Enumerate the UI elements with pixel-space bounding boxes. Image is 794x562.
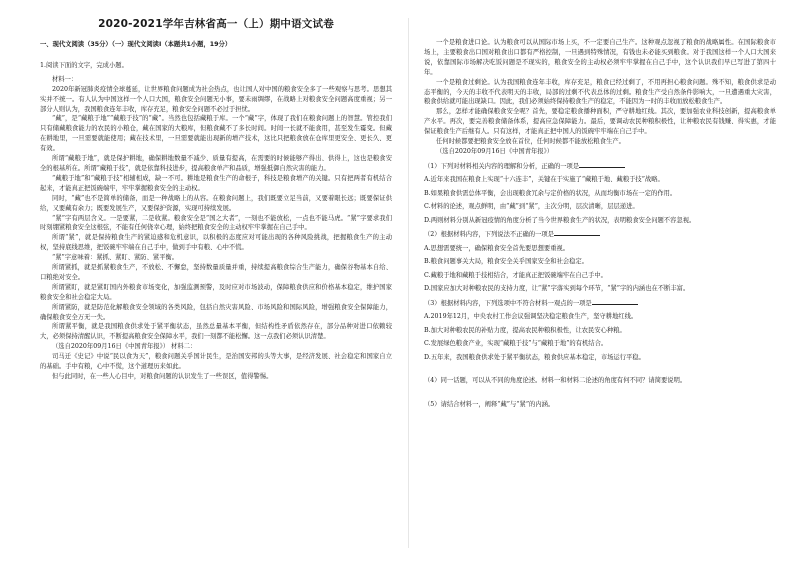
left-column (40, 40, 392, 382)
question-4: （4）同一话题，可以从不同的角度论述。材料一和材料二论述的角度有何不同？请简要说明。 (424, 377, 687, 385)
source-line: （选自2020年09月16日《中国青年报》） (436, 147, 554, 155)
question-stem: （2）根据材料内容，下列说法不正确的一项是 (424, 231, 554, 239)
paragraph: “藏粮于地”和“藏粮于技”相辅相成，缺一不可。耕地是粮食生产的命根子，科技是粮食增产的关键。只有把两者有机结合起来，才能真正把饭碗端牢，牢牢掌握粮食安全的主动权。 (40, 174, 392, 192)
option-a: A.思想需要统一，确保粮食安全首先要思想要重视。 (424, 244, 570, 252)
question-1 (424, 161, 776, 226)
paragraph: 所谓“藏粮于地”，就是保护耕地，确保耕地数量不减少、质量有提高，在需要的时候能够产得出、供得上，这也是粮食安全的根基所在。所谓“藏粮于技”，就是依靠科技进步，提高粮食单产和品质，增强抵御自然灾害的能力。 (40, 155, 392, 172)
answer-blank[interactable] (592, 298, 638, 305)
paragraph: “紧”字意味着：紧抓、紧盯、紧防、紧平衡。 (52, 254, 179, 262)
option-b: B.如果粮食供需总体平衡，会出现粮食冗余与定价格的状况，从而均衡市场在一定的作用。 (424, 189, 677, 197)
option-d: D.五年来，我国粮食供求处于紧平衡状态，粮食供应基本稳定，市场运行平稳。 (424, 353, 645, 361)
option-d: D.国家应加大对种粮农民的支持力度，让“紧”字落实到每个环节，“紧”字的内涵也在不断丰富。 (424, 285, 690, 293)
question-5: （5）请结合材料一，阐释“藏”与“紧”的内涵。 (424, 401, 555, 409)
paragraph: “紧”字有两层含义。一是要紧，二是收紧。粮食安全是“国之大者”，一刻也不能放松，一点也不能马虎。“紧”字要求我们时刻绷紧粮食安全这根弦，不能有任何侥幸心理，始终把粮食安全的主动权牢牢掌握在自己手中。 (40, 214, 392, 232)
option-a: A.近年来我国在粮食上实现“十六连丰”，关键在于实施了“藏粮于地、藏粮于技”战略。 (424, 176, 664, 184)
option-b: B.粮食问题事关大局，粮食安全关乎国家安全和社会稳定。 (424, 258, 589, 266)
question-stem: （3）根据材料内容，下列选项中不符合材料一观点的一项是 (424, 299, 592, 307)
answer-blank[interactable] (579, 161, 625, 168)
option-d: D.两则材料分别从新冠疫情的角度分析了当今世界粮食生产的状况，表明粮食安全问题不容忽视。 (424, 216, 696, 224)
option-b: B.加大对种粮农民的补贴力度，提高农民种粮积极性，让农民安心种粮。 (424, 326, 626, 334)
paragraph: 所谓紧防，就是防范化解粮食安全领域的各类风险，包括自然灾害风险、市场风险和国际风险，增强粮食安全保障能力，确保粮食安全万无一失。 (40, 303, 392, 321)
material1-label: 材料一： (52, 75, 78, 83)
exam-title: 2020-2021学年吉林省高一（上）期中语文试卷 (98, 18, 334, 30)
option-c: C.材料的论述，观点鲜明，由“藏”到“紧”，主次分明，层次清晰，层层递进。 (424, 203, 639, 211)
source-line: （选自2020年09月16日《中国青年报》） 材料二： (52, 343, 197, 351)
paragraph: “藏”，是“藏粮于地”“藏粮于技”的“藏”。当然也包括藏粮于库。一个“藏”字，体现了我们在粮食问题上的智慧。管控我们只有储藏粮食能力的农民的小粮仓，藏在国家的大粮库，但粮食藏不了多长时间。时间一长就不能食用，甚至发生霉变。但藏在耕地里，一旦需要就能使用；藏在技术里，一旦需要就能出现新的增产技术，这比只把粮食放在仓库里更安全、更长久、更有效。 (40, 115, 392, 153)
question-3 (424, 298, 776, 363)
section-heading: 一、现代文阅读（35分）（一）现代文阅读Ⅰ（本题共1小题，19分） (40, 41, 232, 48)
paragraph: 任何时候都要把粮食安全放在首位，任何时候都不能放松粮食生产。 (436, 138, 625, 146)
option-c: C.藏粮于地和藏粮于技相结合，才能真正把饭碗端牢在自己手中。 (424, 271, 607, 279)
paragraph: 同时，“藏”也不是简单的储备，而是一种战略上的从容。在粮食问题上，我们既要立足当前，又要着眼长远；既要保证供给，又要藏有余力；既要发展生产，又要保护资源，实现可持续发展。 (40, 194, 392, 212)
paragraph: 所谓紧平衡，就是我国粮食供求处于紧平衡状态，虽然总量基本平衡，但结构性矛盾依然存在，部分品种对进口依赖较大，必须保持清醒认识，不断提高粮食安全保障水平，我们一刻都不能松懈。这一点我们必须认识清楚。 (40, 323, 392, 341)
answer-blank[interactable] (554, 229, 600, 236)
paragraph: 那么，怎样才能确保粮食安全呢？首先，要稳定粮食播种面积，严守耕地红线。其次，要加强农业科技创新，提高粮食单产水平。再次，要完善粮食储备体系，提高应急保障能力。最后，要调动农民种粮积极性，让种粮农民有钱赚、得实惠，才能保证粮食生产后继有人。只有这样，才能真正把中国人的饭碗牢牢端在自己手中。 (424, 108, 776, 136)
paragraph: 2020年新冠肺炎疫情全球蔓延，让世界粮食问题成为社会热点，也让国人对中国的粮食安全多了一些观察与思考。思想其实并不统一。有人认为中国这样一个人口大国，粮食安全问题无小事，要未雨绸缪，在战略上对粮食安全问题高度重视；另一部分人则认为，我国粮食连年丰收，库存充足，粮食安全问题不必过于担忧。 (40, 85, 392, 113)
paragraph: 所谓紧盯，就是紧盯国内外粮食市场变化，加强监测预警，及时应对市场波动，保障粮食供应和价格基本稳定，维护国家粮食安全和社会稳定大局。 (40, 283, 392, 301)
option-c: C.发展绿色粮食产业，实现“藏粮于技”与“藏粮于地”的有机结合。 (424, 340, 608, 348)
paragraph: 一个是粮食过剩论。认为我国粮食连年丰收，库存充足，粮食已经过剩了，不用再担心粮食问题。殊不知，粮食供求是动态平衡的，今天的丰收不代表明天的丰收，局部的过剩不代表总体的过剩。粮食生产受自然条件影响大，一旦遭遇重大灾害，粮食供给就可能出现缺口。因此，我们必须始终保持粮食生产的稳定，不能因为一时的丰收而放松粮食生产。 (424, 78, 776, 106)
question-2 (424, 229, 776, 294)
column-divider (408, 18, 409, 548)
paragraph: 所谓“紧”，就是保持粮食生产的紧迫感和危机意识，以积极的态度应对可能出现的各种风险挑战，把握粮食生产的主动权，坚持底线思维，把饭碗牢牢端在自己手中，做到手中有粮、心中不慌。 (40, 234, 392, 252)
question-stem: （1）下列对材料相关内容的理解和分析，正确的一项是 (424, 162, 580, 170)
paragraph: 所谓紧抓，就是抓紧粮食生产，不放松、不懈怠，坚持数量质量并重，持续提高粮食综合生产能力，确保谷物基本自给、口粮绝对安全。 (40, 264, 392, 281)
paragraph: 但与此同时，在一些人心目中，对粮食问题的认识发生了一些误区，值得警惕。 (52, 373, 273, 380)
paragraph: 一个是粮食进口论。认为粮食可以从国际市场上买，不一定要自己生产。这种观点忽视了粮食的战略属性。在国际粮食市场上，主要粮食出口国对粮食出口都有严格控制，一旦遇到特殊情况，有钱也未必能买到粮食。对于我国这样一个人口大国来说，依靠国际市场解决吃饭问题是不现实的，粮食安全的主动权必须牢牢掌握在自己手中，这个认识我们早已写进了第四十年。 (424, 39, 776, 76)
right-column (424, 38, 776, 410)
paragraph: 司马迁《史记》中说“民以食为天”，粮食问题关乎国计民生，是治国安邦的头等大事，是经济发展、社会稳定和国家自立的基础。手中有粮，心中不慌，这个道理历来如此。 (40, 353, 392, 371)
option-a: A.2019年12月，中央农村工作会议强调坚决稳定粮食生产，坚守耕地红线。 (424, 313, 638, 321)
question-intro: 1.阅读下面的文字，完成小题。 (40, 61, 128, 69)
